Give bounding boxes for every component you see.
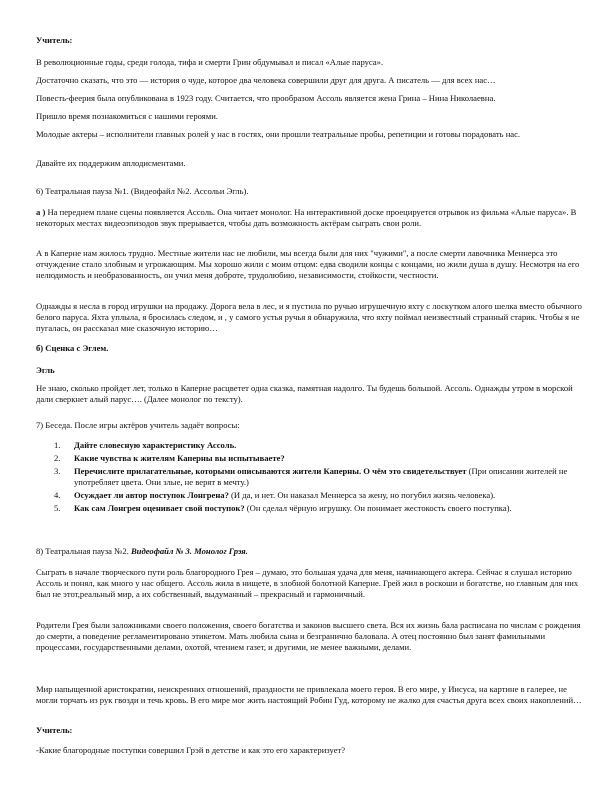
list-item [54,440,582,451]
paragraph-assol-monologue-1: А в Каперне нам жилось трудно. Местные жители нас не любили, мы всегда были для них "чужими", а после смерти лавочника Меннерса это отчуждение стало злобным и угрожающим. Мы хорошо жили с моим отцом: едва сводили концы с концами, но жили душа в душу. Несмотря на его нелюдимость и необразованность, он учил меня доброте, трудолюбию, независимости, стойкости, честности. [36,248,580,280]
list-item-number: 5. [54,503,61,513]
list-item-number: 4. [54,490,61,500]
paragraph-grey-3: Мир напыщенной аристократии, неискренних отношений, праздности не привлекала моего героя. В его мире, у Иисуса, на картине в галерее, не могли торчать из рук гвозди и течь кровь. В его мире мог жить настоящий Робин Гуд, которому не жалко для счастья друга всех своих накоплений… [36,684,582,705]
paragraph-grey-2: Родители Грея были заложниками своего положения, своего богатства и законов высшего света. Вся их жизнь бала расписана по числам с рождения до смерти, а поведение регламентировано этикетом. Мать любила сына и безгранично баловала. А отец постоянно был занят фамильными процессами, государственными делами, охотой, чтением газет, и другими, не менее важными, делами. [36,620,581,652]
question-note: (При описании жителей не употребляет цвета. Они злые, не верят в мечту.) [74,466,568,487]
teacher-label-2: Учитель: [36,725,73,735]
list-item [54,503,582,514]
paragraph-intro-5: Молодые актеры – исполнители главных ролей у нас в гостях, они прошли театральные пробы, репетиции и готовы порадовать нас. [36,129,521,139]
paragraph-grey-1: Сыграть в начале творческого пути роль благородного Грея – думаю, это большая удача для меня, начинающего актера. Сейчас я слушал историю Ассоль и понял, как много у нас общего. Ассоль жила в нищете, в злобной болотной Каперне. Грей жил в роскоши и богатстве, но главным для них был не этот,реальный мир, а их собственный, выдуманный – прекрасный и гармоничный. [36,567,579,599]
section-heading-scene-egl: б) Сценка с Эглем. [36,343,109,353]
point-a-text: На переднем плане сцены появляется Ассоль. Она читает монолог. На интерактивной доске проецируется отрывок из фильма «Алые паруса». В некоторых местах видеоэпизодов звук прерывается, чтобы дать возможность актёрам сыграть свои роли. [36,207,577,228]
questions-list [54,440,582,516]
list-item-number: 1. [54,440,61,450]
question-note: (Он сделал чёрную игрушку. Он понимает жестокость своего поступка). [244,503,512,513]
question-text: Как сам Лонгрен оценивает свой поступок? [74,503,245,513]
paragraph-final-question: -Какие благородные поступки совершил Грэй в детстве и как это его характеризует? [36,745,346,755]
paragraph-intro-3: Повесть-феерия была опубликована в 1923 году. Считается, что прообразом Ассоль является жена Грина – Нина Николаевна. [36,93,496,103]
section-heading-conversation: 7) Беседа. После игры актёров учитель задаёт вопросы: [36,420,240,430]
question-note: (И да, и нет. Он наказал Меннерса за жену, но погубил жизнь человека). [228,490,496,500]
teacher-label: Учитель: [36,35,73,45]
list-item [54,453,582,464]
question-text: Перечислите прилагательные, которыми описываются жители Каперны. О чём это свидетельствует [74,466,467,476]
list-item-number: 3. [54,466,61,476]
list-item [54,466,582,488]
paragraph-assol-monologue-2: Однажды я несла в город игрушки на продажу. Дорога вела в лес, и я пустила по ручью игрушечную яхту с лоскутком алого шелка вместо обычного белого паруса. Яхта уплыла, я бросилась следом, и , у самого устья ручья я обнаружила, что яхту поймал неизвестный странный старик. Чтобы я не пугалась, он рассказал мне сказочную историю… [36,301,582,333]
paragraph-intro-2: Достаточно сказать, что это — история о чуде, которое два человека совершили друг для друга. А писатель — для всех нас… [36,75,496,85]
question-text: Дайте словесную характеристику Ассоль. [74,440,237,450]
pause-2-title: Видеофайл № 3. Монолог Грэя. [130,546,248,556]
pause-2-prefix: 8) Театральная пауза №2. [36,546,131,556]
paragraph-intro-6: Давайте их поддержим аплодисментами. [36,158,186,168]
section-heading-pause-2 [36,546,582,557]
paragraph-intro-4: Пришло время познакомиться с нашими героями. [36,111,218,121]
point-a-letter: а ) [36,207,46,217]
list-item-number: 2. [54,453,61,463]
question-text: Какие чувства к жителям Каперны вы испытываете? [74,453,285,463]
question-text: Осуждает ли автор поступок Лонгрена? [74,490,229,500]
paragraph-egl-speech: Не знаю, сколько пройдет лет, только в Каперне расцветет одна сказка, памятная надолго. Ты будешь большой. Ассоль. Однажды утром в морской дали сверкнет алый парус…. (Далее монолог по тексту). [36,383,573,404]
paragraph-point-a [36,207,582,229]
section-heading-pause-1: 6) Театральная пауза №1. (Видеофайл №2. Ассольи Эгль). [36,186,249,196]
speaker-label-egl: Эгль [36,365,55,375]
paragraph-intro-1: В революционные годы, среди голода, тифа и смерти Грин обдумывал и писал «Алые паруса». [36,57,384,67]
list-item [54,490,582,501]
